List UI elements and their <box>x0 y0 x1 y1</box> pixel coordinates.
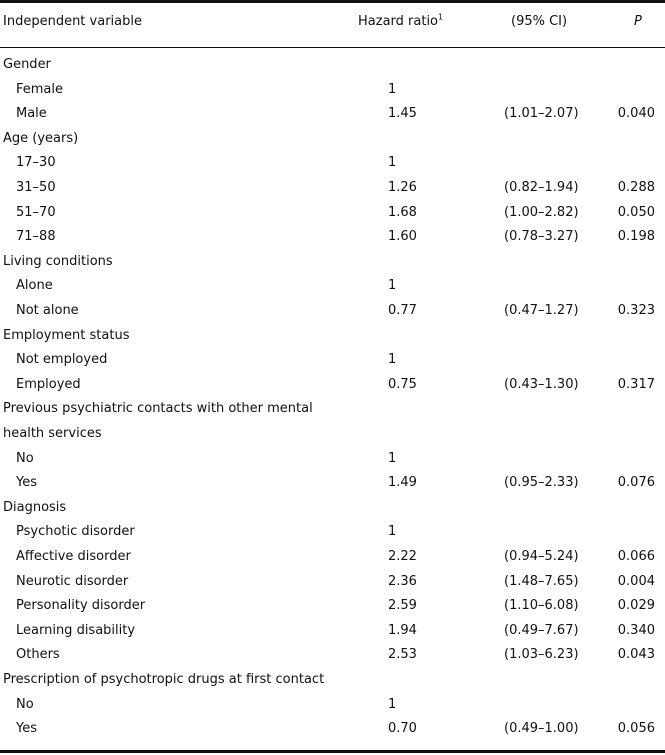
header-hazard-ratio-text: Hazard ratio <box>358 14 439 29</box>
table-row <box>0 545 665 570</box>
table-row <box>0 53 665 78</box>
table-row <box>0 619 665 644</box>
row-p-value: 0.340 <box>617 622 655 638</box>
row-label: Employment status <box>3 327 130 343</box>
row-p-value: 0.029 <box>617 598 655 614</box>
row-hazard-ratio: 2.22 <box>388 549 417 564</box>
row-label: Not employed <box>16 352 108 368</box>
row-label: Yes <box>16 475 37 491</box>
row-ci: (0.49–7.67) <box>504 622 579 638</box>
row-p-value: 0.050 <box>617 204 655 220</box>
row-p-value: 0.043 <box>617 647 655 663</box>
table-row <box>0 78 665 103</box>
table-row <box>0 594 665 619</box>
row-label: Not alone <box>16 303 79 318</box>
table-row <box>0 570 665 595</box>
row-p-value: 0.066 <box>617 549 655 564</box>
row-label: 31–50 <box>16 180 56 195</box>
header-hazard-ratio-footnote: 1 <box>438 12 444 22</box>
row-p-value: 0.076 <box>617 475 655 491</box>
row-hazard-ratio: 1 <box>388 81 397 97</box>
table-row <box>0 299 665 324</box>
row-hazard-ratio: 1.26 <box>388 180 417 195</box>
table-row <box>0 447 665 472</box>
header-ci: (95% CI) <box>511 14 568 29</box>
row-ci: (1.48–7.65) <box>504 573 579 589</box>
row-label: No <box>16 696 34 712</box>
table-row <box>0 693 665 718</box>
row-hazard-ratio: 1 <box>388 278 397 294</box>
row-hazard-ratio: 2.36 <box>388 573 417 589</box>
row-ci: (1.10–6.08) <box>504 598 579 614</box>
table-row <box>0 201 665 226</box>
row-label: Male <box>16 106 47 122</box>
row-label: Living conditions <box>3 253 113 269</box>
row-hazard-ratio: 1.60 <box>388 229 417 245</box>
row-label: Affective disorder <box>16 549 131 564</box>
row-ci: (0.49–1.00) <box>504 721 579 737</box>
row-hazard-ratio: 1 <box>388 524 397 540</box>
table-row <box>0 151 665 176</box>
row-label: Diagnosis <box>3 499 67 515</box>
row-hazard-ratio: 1 <box>388 696 397 712</box>
table-row <box>0 397 665 422</box>
row-label: Learning disability <box>16 622 136 638</box>
row-label: Psychotic disorder <box>16 524 135 540</box>
row-label: Others <box>16 647 60 663</box>
row-hazard-ratio: 2.53 <box>388 647 417 663</box>
table-row <box>0 324 665 349</box>
row-label: Employed <box>16 376 81 392</box>
row-label: health services <box>3 426 102 441</box>
row-label: Gender <box>3 57 51 72</box>
row-p-value: 0.323 <box>617 303 655 318</box>
row-label: Alone <box>16 278 53 294</box>
table-row <box>0 422 665 447</box>
table-row <box>0 373 665 398</box>
row-ci: (1.03–6.23) <box>504 647 579 663</box>
row-label: Yes <box>16 721 37 737</box>
table-row <box>0 471 665 496</box>
header-p: P <box>634 14 642 29</box>
row-hazard-ratio: 1.68 <box>388 204 417 220</box>
row-label: 71–88 <box>16 229 56 245</box>
row-p-value: 0.004 <box>617 573 655 589</box>
row-ci: (0.78–3.27) <box>504 229 579 245</box>
row-ci: (0.47–1.27) <box>504 303 579 318</box>
row-label: No <box>16 450 34 466</box>
row-p-value: 0.198 <box>617 229 655 245</box>
row-ci: (1.01–2.07) <box>504 106 579 122</box>
row-label: Prescription of psychotropic drugs at first contact <box>3 672 325 687</box>
row-label: Female <box>16 81 64 97</box>
table-header-rule <box>0 47 665 48</box>
row-hazard-ratio: 1.94 <box>388 622 417 638</box>
row-ci: (0.43–1.30) <box>504 376 579 392</box>
row-label: 51–70 <box>16 204 56 220</box>
table-row <box>0 250 665 275</box>
table-row <box>0 225 665 250</box>
row-label: Personality disorder <box>16 598 146 614</box>
table-row <box>0 102 665 127</box>
table-row <box>0 643 665 668</box>
row-hazard-ratio: 0.77 <box>388 303 417 318</box>
row-label: Neurotic disorder <box>16 573 129 589</box>
table-row <box>0 348 665 373</box>
row-label: Age (years) <box>3 130 79 146</box>
row-hazard-ratio: 1 <box>388 450 397 466</box>
header-hazard-ratio <box>358 10 443 34</box>
row-hazard-ratio: 0.70 <box>388 721 417 737</box>
table-top-rule <box>0 0 665 3</box>
row-p-value: 0.317 <box>617 376 655 392</box>
table-row <box>0 717 665 742</box>
table-row <box>0 127 665 152</box>
row-label: 17–30 <box>16 155 56 171</box>
row-hazard-ratio: 0.75 <box>388 376 417 392</box>
table-row <box>0 668 665 693</box>
row-p-value: 0.040 <box>617 106 655 122</box>
table-header <box>0 10 665 34</box>
row-hazard-ratio: 1 <box>388 155 397 171</box>
row-hazard-ratio: 1 <box>388 352 397 368</box>
row-ci: (0.95–2.33) <box>504 475 579 491</box>
row-p-value: 0.288 <box>617 180 655 195</box>
table-row <box>0 176 665 201</box>
row-label: Previous psychiatric contacts with other mental <box>3 401 313 417</box>
table-row <box>0 274 665 299</box>
table-row <box>0 520 665 545</box>
table-bottom-rule <box>0 750 665 753</box>
row-hazard-ratio: 1.49 <box>388 475 417 491</box>
row-ci: (1.00–2.82) <box>504 204 579 220</box>
row-hazard-ratio: 1.45 <box>388 106 417 122</box>
header-independent-variable: Independent variable <box>3 14 142 29</box>
row-ci: (0.82–1.94) <box>504 180 579 195</box>
table-row <box>0 496 665 521</box>
row-p-value: 0.056 <box>617 721 655 737</box>
row-ci: (0.94–5.24) <box>504 549 579 564</box>
row-hazard-ratio: 2.59 <box>388 598 417 614</box>
